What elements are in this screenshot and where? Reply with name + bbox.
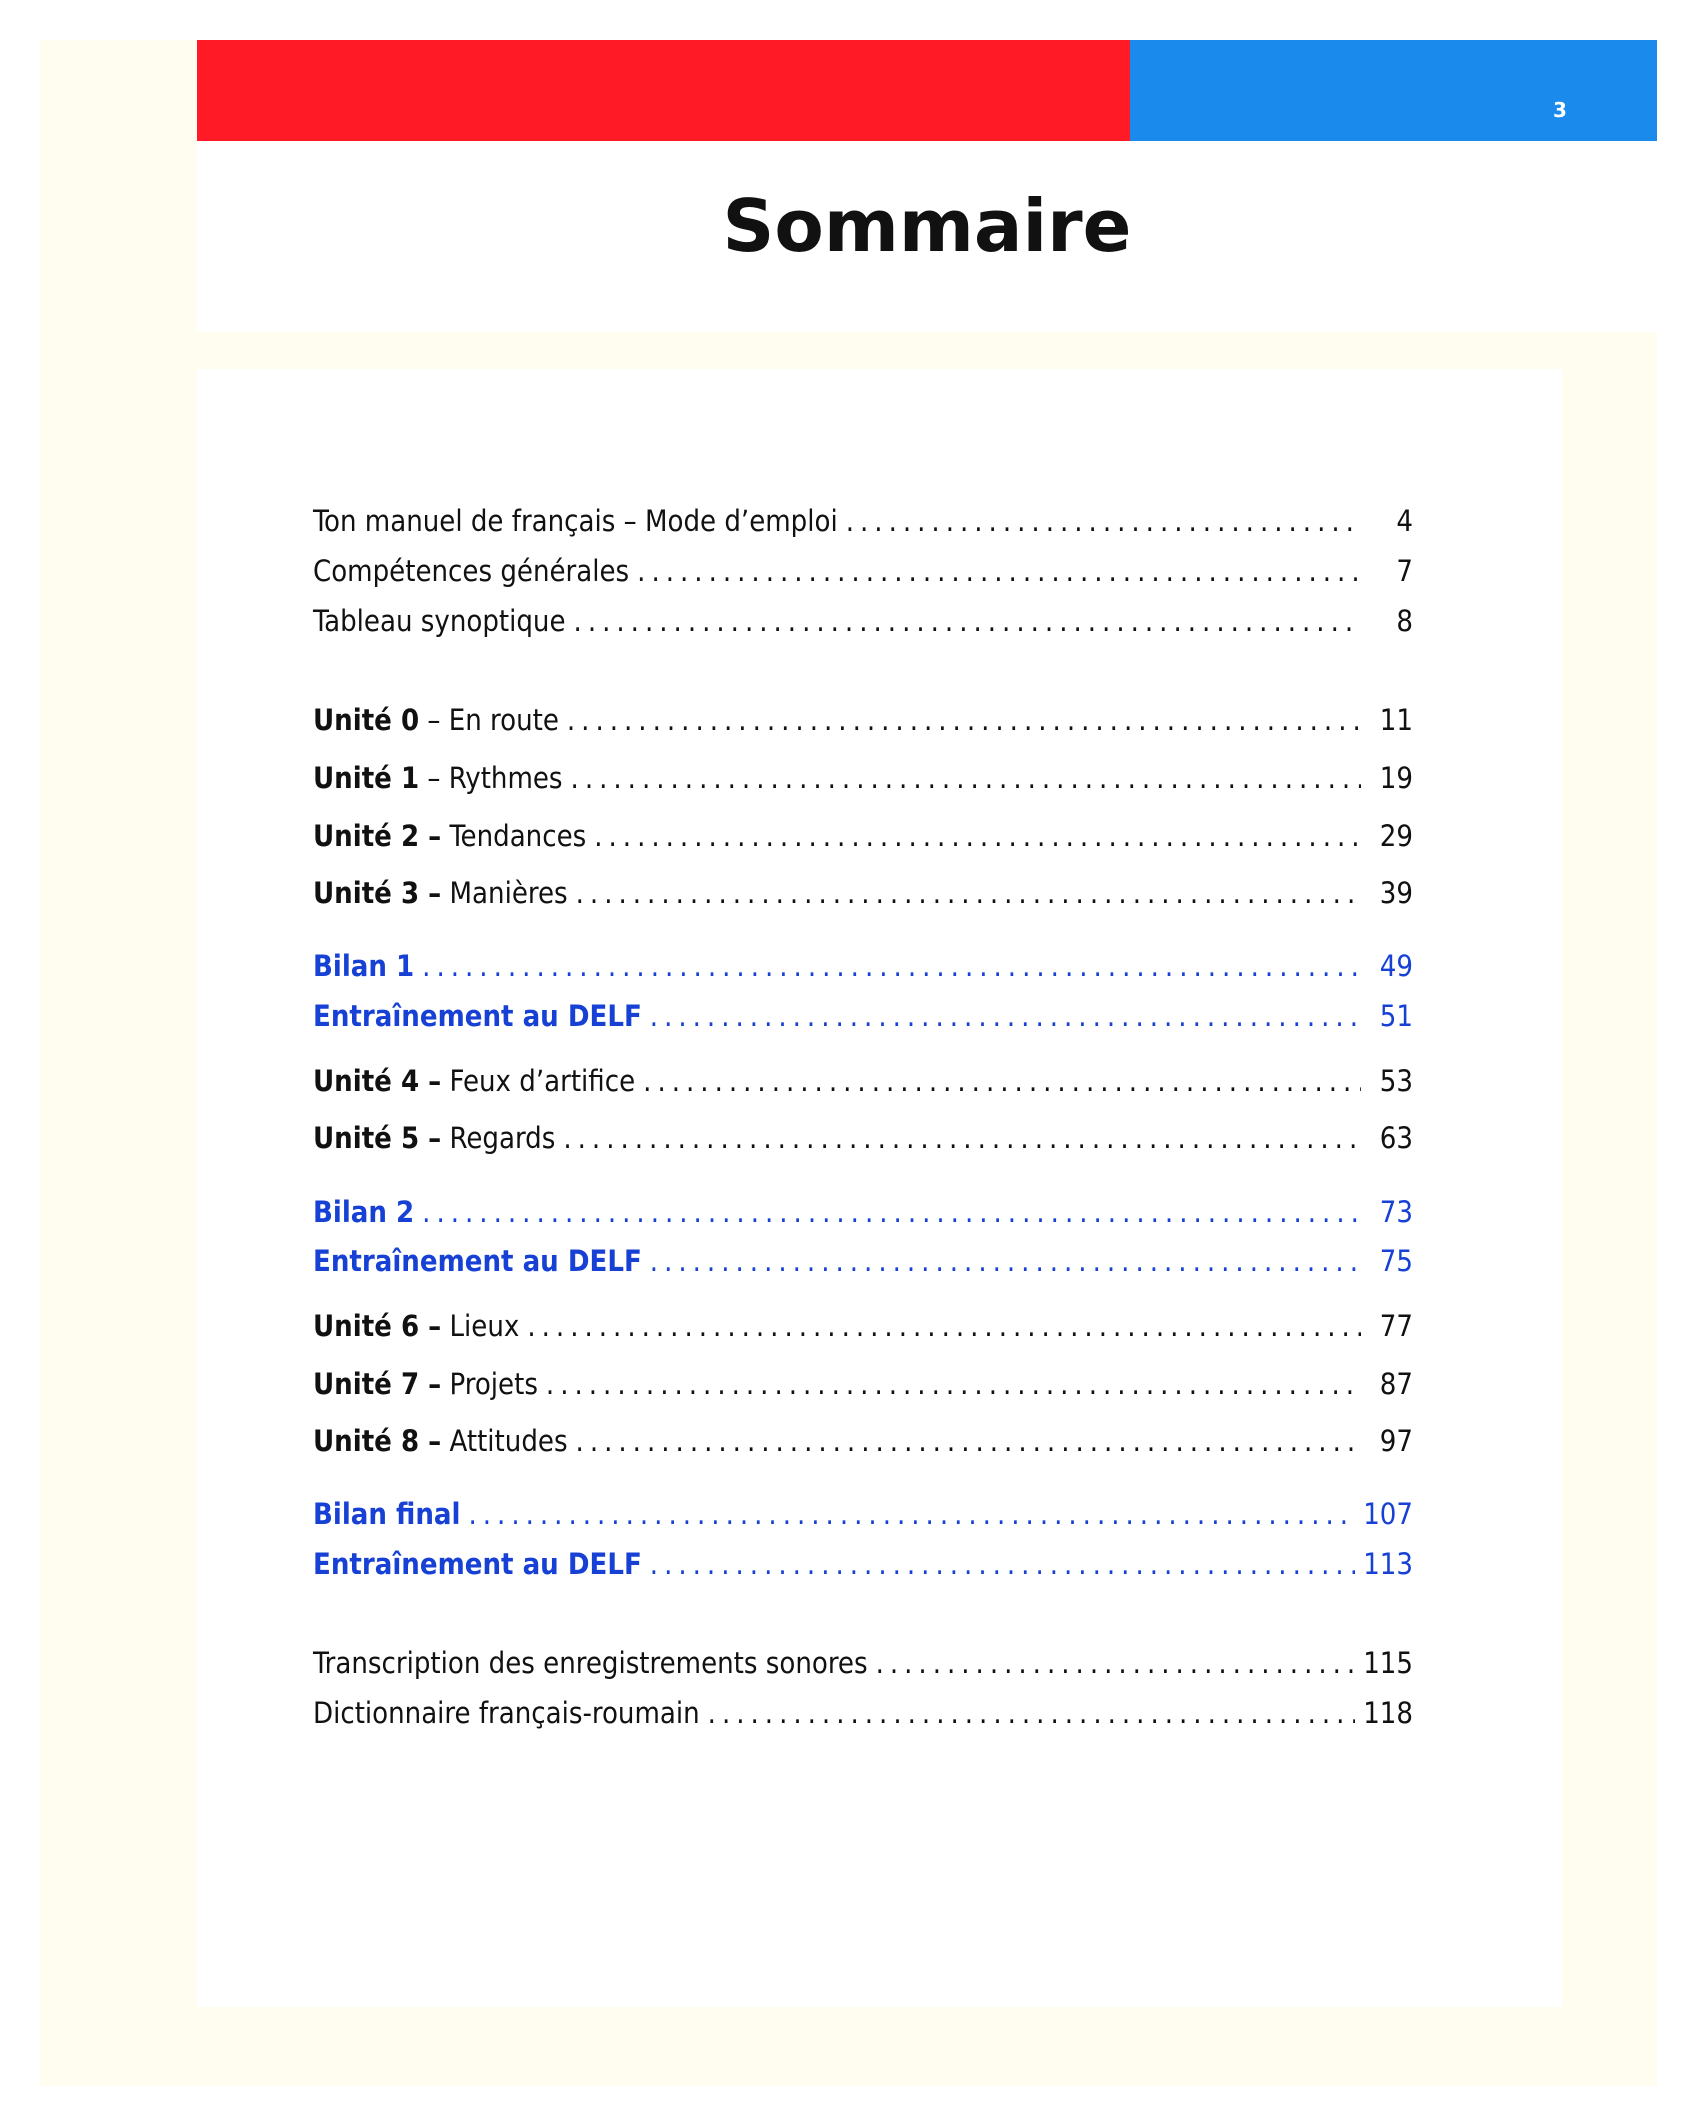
unit-label: Unité 2 –: [313, 819, 442, 853]
toc-entry-text: Compétences générales: [313, 554, 630, 588]
toc-entry[interactable]: [313, 554, 1413, 598]
toc-entry-page: 51: [1379, 999, 1413, 1033]
unit-label: Unité 8 –: [313, 1424, 442, 1458]
dot-leader: [876, 1646, 1356, 1680]
toc-review-entry[interactable]: [313, 999, 1413, 1043]
toc-entry-page: 7: [1396, 554, 1413, 588]
unit-separator: [441, 1064, 449, 1098]
toc-entry-page: 87: [1379, 1367, 1413, 1401]
toc-unit-entry[interactable]: [313, 703, 1413, 747]
toc-entry-page: 113: [1363, 1547, 1413, 1581]
toc-entry-page: 11: [1379, 703, 1413, 737]
toc-entry-page: 29: [1379, 819, 1413, 853]
review-label: Entraînement au DELF: [313, 1244, 642, 1278]
dot-leader: [576, 1424, 1361, 1458]
header-bar-red: [197, 40, 1130, 141]
dot-leader: [571, 761, 1361, 795]
dot-leader: [546, 1367, 1361, 1401]
header-bar-blue: [1130, 40, 1657, 141]
toc-entry-page: 8: [1396, 604, 1413, 638]
unit-label: Unité 0: [313, 703, 420, 737]
dot-leader: [563, 1121, 1361, 1155]
unit-label: Unité 3 –: [313, 876, 442, 910]
dot-leader: [637, 554, 1361, 588]
unit-separator: [441, 1309, 449, 1343]
toc-review-entry[interactable]: [313, 1244, 1413, 1288]
unit-separator: [441, 876, 449, 910]
toc-entry[interactable]: [313, 504, 1413, 548]
dot-leader: [650, 1244, 1361, 1278]
toc-entry[interactable]: [313, 604, 1413, 648]
unit-separator: [441, 819, 449, 853]
toc-review-entry[interactable]: [313, 1195, 1413, 1239]
dot-leader: [422, 949, 1361, 983]
unit-name: Rythmes: [448, 761, 563, 795]
unit-name: En route: [448, 703, 559, 737]
unit-separator: [441, 1121, 449, 1155]
review-label: Entraînement au DELF: [313, 999, 642, 1033]
unit-name: Feux d’artifice: [449, 1064, 636, 1098]
unit-label: Unité 4 –: [313, 1064, 442, 1098]
unit-label: Unité 6 –: [313, 1309, 442, 1343]
toc-unit-entry[interactable]: [313, 819, 1413, 863]
toc-entry-page: 63: [1379, 1121, 1413, 1155]
toc-entry-page: 49: [1379, 949, 1413, 983]
toc-unit-entry[interactable]: [313, 1424, 1413, 1468]
toc-entry-page: 39: [1379, 876, 1413, 910]
unit-name: Tendances: [449, 819, 587, 853]
toc-unit-entry[interactable]: [313, 876, 1413, 920]
toc-entry[interactable]: [313, 1646, 1413, 1690]
unit-separator: [441, 1424, 449, 1458]
unit-name: Projets: [449, 1367, 538, 1401]
review-label: Bilan 1: [313, 949, 415, 983]
dot-leader: [643, 1064, 1361, 1098]
unit-label: Unité 7 –: [313, 1367, 442, 1401]
dot-leader: [708, 1696, 1356, 1730]
unit-separator: –: [419, 703, 449, 737]
unit-label: Unité 1: [313, 761, 420, 795]
toc-unit-entry[interactable]: [313, 1121, 1413, 1165]
toc-entry-page: 4: [1396, 504, 1413, 538]
toc-entry-text: Tableau synoptique: [313, 604, 566, 638]
unit-separator: [441, 1367, 449, 1401]
dot-leader: [468, 1497, 1355, 1531]
unit-label: Unité 5 –: [313, 1121, 442, 1155]
dot-leader: [527, 1309, 1361, 1343]
dot-leader: [422, 1195, 1361, 1229]
toc-entry-text: Transcription des enregistrements sonores: [313, 1646, 868, 1680]
toc-entry-page: 75: [1379, 1244, 1413, 1278]
dot-leader: [574, 604, 1361, 638]
toc-entry-text: Ton manuel de français – Mode d’emploi: [313, 504, 838, 538]
review-label: Entraînement au DELF: [313, 1547, 642, 1581]
toc-entry-text: Dictionnaire français-roumain: [313, 1696, 700, 1730]
dot-leader: [650, 999, 1361, 1033]
review-label: Bilan final: [313, 1497, 461, 1531]
toc-entry[interactable]: [313, 1696, 1413, 1740]
toc-entry-page: 107: [1363, 1497, 1413, 1531]
unit-name: Attitudes: [449, 1424, 568, 1458]
review-label: Bilan 2: [313, 1195, 415, 1229]
toc-entry-page: 97: [1379, 1424, 1413, 1458]
toc-unit-entry[interactable]: [313, 1309, 1413, 1353]
toc-review-entry[interactable]: [313, 949, 1413, 993]
toc-unit-entry[interactable]: [313, 761, 1413, 805]
toc-entry-page: 77: [1379, 1309, 1413, 1343]
dot-leader: [650, 1547, 1355, 1581]
unit-name: Manières: [449, 876, 568, 910]
toc-entry-page: 53: [1379, 1064, 1413, 1098]
unit-name: Regards: [449, 1121, 556, 1155]
toc-review-entry[interactable]: [313, 1497, 1413, 1541]
toc-unit-entry[interactable]: [313, 1064, 1413, 1108]
dot-leader: [846, 504, 1361, 538]
unit-name: Lieux: [449, 1309, 520, 1343]
toc-review-entry[interactable]: [313, 1547, 1413, 1591]
dot-leader: [594, 819, 1361, 853]
dot-leader: [576, 876, 1361, 910]
toc-entry-page: 115: [1363, 1646, 1413, 1680]
toc-entry-page: 73: [1379, 1195, 1413, 1229]
toc-unit-entry[interactable]: [313, 1367, 1413, 1411]
toc-entry-page: 19: [1379, 761, 1413, 795]
dot-leader: [567, 703, 1361, 737]
page-number: 3: [1553, 98, 1567, 122]
toc-entry-page: 118: [1363, 1696, 1413, 1730]
page-title: Sommaire: [722, 184, 1132, 268]
unit-separator: –: [419, 761, 449, 795]
